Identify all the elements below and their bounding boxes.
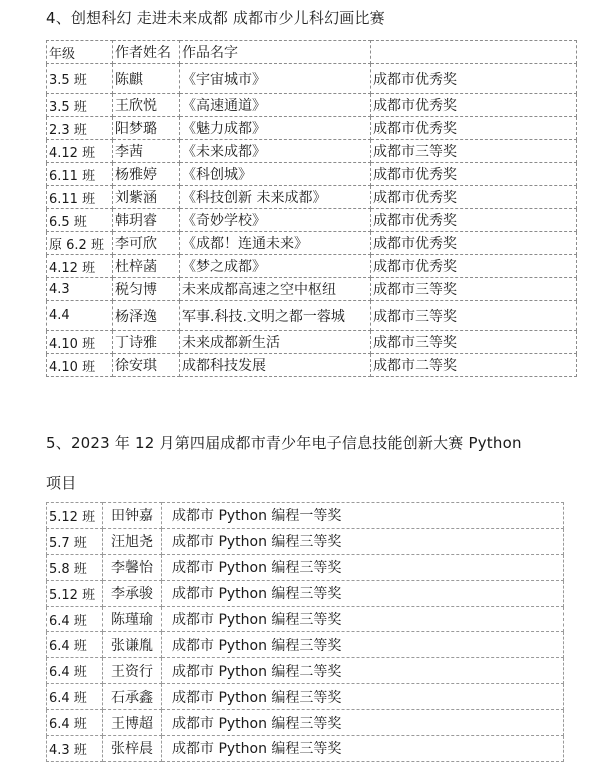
cell-col-3: 成都市 Python 编程三等奖: [162, 554, 564, 580]
python-contest-award-table-body: [47, 503, 564, 762]
cell-col-3: 《科创城》: [180, 163, 371, 186]
cell-col-4: 成都市三等奖: [371, 301, 577, 331]
cell-col-2: 王资行: [103, 658, 162, 684]
cell-col-1: 4.3 班: [47, 736, 103, 762]
cell-col-2: 丁诗雅: [113, 331, 180, 354]
cell-col-4: 成都市优秀奖: [371, 117, 577, 140]
cell-col-2: 汪旭尧: [103, 528, 162, 554]
cell-col-2: 陈瑾瑜: [103, 606, 162, 632]
section-5-title-continued: 项目: [46, 474, 77, 492]
cell-col-2: 陈麒: [113, 64, 180, 94]
python-contest-award-table: [46, 502, 564, 762]
cell-col-3: 军事.科技.文明之都一蓉城: [180, 301, 371, 331]
table-row: [47, 658, 564, 684]
cell-col-2: 徐安琪: [113, 354, 180, 377]
table-row: [47, 209, 577, 232]
table-row: [47, 632, 564, 658]
table-row: [47, 710, 564, 736]
cell-col-1: 4.10 班: [47, 354, 113, 377]
cell-col-3: 成都市 Python 编程一等奖: [162, 503, 564, 529]
cell-col-3: 未来成都新生活: [180, 331, 371, 354]
table-row: [47, 580, 564, 606]
cell-col-1: 3.5 班: [47, 94, 113, 117]
cell-col-2: 刘紫涵: [113, 186, 180, 209]
cell-col-1: 6.5 班: [47, 209, 113, 232]
table-row: [47, 140, 577, 163]
cell-col-2: 石承鑫: [103, 684, 162, 710]
cell-col-4: 成都市二等奖: [371, 354, 577, 377]
cell-col-3: 成都市 Python 编程三等奖: [162, 528, 564, 554]
table-row: [47, 41, 577, 64]
cell-col-4: 成都市优秀奖: [371, 232, 577, 255]
section-5-title: 5、2023 年 12 月第四届成都市青少年电子信息技能创新大赛 Python: [46, 434, 522, 452]
table-row: [47, 606, 564, 632]
cell-col-2: 李馨怡: [103, 554, 162, 580]
cell-col-1: 6.4 班: [47, 684, 103, 710]
cell-col-4: 成都市三等奖: [371, 278, 577, 301]
sci-fi-painting-award-table: [46, 40, 577, 377]
table-row: [47, 186, 577, 209]
section-4-title: 4、创想科幻 走进未来成都 成都市少儿科幻画比赛: [46, 9, 385, 27]
cell-col-2: 王博超: [103, 710, 162, 736]
cell-col-3: 《未来成都》: [180, 140, 371, 163]
cell-col-2: 张谦胤: [103, 632, 162, 658]
table-row: [47, 684, 564, 710]
cell-col-3: 《科技创新 未来成都》: [180, 186, 371, 209]
cell-col-1: 6.4 班: [47, 710, 103, 736]
table-row: [47, 354, 577, 377]
cell-col-3: 成都科技发展: [180, 354, 371, 377]
table-row: [47, 736, 564, 762]
cell-col-3: 成都市 Python 编程三等奖: [162, 736, 564, 762]
table-row: [47, 554, 564, 580]
cell-col-1: 4.10 班: [47, 331, 113, 354]
cell-col-1: 4.12 班: [47, 255, 113, 278]
cell-col-1: 6.11 班: [47, 186, 113, 209]
cell-col-1: 5.8 班: [47, 554, 103, 580]
cell-col-4: 成都市优秀奖: [371, 255, 577, 278]
header-cell-col-3: 作品名字: [180, 41, 371, 64]
cell-col-4: 成都市优秀奖: [371, 209, 577, 232]
cell-col-2: 李可欣: [113, 232, 180, 255]
cell-col-3: 成都市 Python 编程三等奖: [162, 684, 564, 710]
table-row: [47, 331, 577, 354]
header-cell-col-1: 年级: [47, 41, 113, 64]
table-row: [47, 232, 577, 255]
cell-col-1: 6.4 班: [47, 658, 103, 684]
cell-col-3: 《魅力成都》: [180, 117, 371, 140]
cell-col-3: 《成都！连通未来》: [180, 232, 371, 255]
cell-col-3: 《宇宙城市》: [180, 64, 371, 94]
header-cell-col-2: 作者姓名: [113, 41, 180, 64]
table-row: [47, 528, 564, 554]
table-row: [47, 278, 577, 301]
table-row: [47, 94, 577, 117]
cell-col-4: 成都市三等奖: [371, 331, 577, 354]
cell-col-3: 成都市 Python 编程三等奖: [162, 580, 564, 606]
table-row: [47, 117, 577, 140]
cell-col-4: 成都市三等奖: [371, 140, 577, 163]
cell-col-3: 《梦之成都》: [180, 255, 371, 278]
cell-col-1: 3.5 班: [47, 64, 113, 94]
cell-col-1: 4.3: [47, 278, 113, 301]
table-row: [47, 301, 577, 331]
cell-col-2: 杨雅婷: [113, 163, 180, 186]
cell-col-1: 5.7 班: [47, 528, 103, 554]
cell-col-2: 税匀博: [113, 278, 180, 301]
sci-fi-painting-award-table-body: [47, 41, 577, 377]
cell-col-2: 韩玥睿: [113, 209, 180, 232]
cell-col-2: 杜梓菡: [113, 255, 180, 278]
cell-col-3: 成都市 Python 编程三等奖: [162, 606, 564, 632]
cell-col-2: 李承骏: [103, 580, 162, 606]
cell-col-1: 4.12 班: [47, 140, 113, 163]
table-row: [47, 64, 577, 94]
cell-col-3: 成都市 Python 编程三等奖: [162, 710, 564, 736]
cell-col-3: 《奇妙学校》: [180, 209, 371, 232]
cell-col-1: 5.12 班: [47, 503, 103, 529]
cell-col-4: 成都市优秀奖: [371, 186, 577, 209]
table-row: [47, 255, 577, 278]
cell-col-2: 杨泽逸: [113, 301, 180, 331]
cell-col-1: 6.11 班: [47, 163, 113, 186]
header-cell-col-4: [371, 41, 577, 64]
cell-col-3: 成都市 Python 编程二等奖: [162, 658, 564, 684]
cell-col-4: 成都市优秀奖: [371, 64, 577, 94]
cell-col-2: 李茜: [113, 140, 180, 163]
table-row: [47, 163, 577, 186]
cell-col-2: 王欣悦: [113, 94, 180, 117]
cell-col-1: 5.12 班: [47, 580, 103, 606]
cell-col-3: 未来成都高速之空中枢纽: [180, 278, 371, 301]
table-row: [47, 503, 564, 529]
cell-col-1: 6.4 班: [47, 606, 103, 632]
cell-col-4: 成都市优秀奖: [371, 94, 577, 117]
cell-col-2: 张梓晨: [103, 736, 162, 762]
cell-col-1: 6.4 班: [47, 632, 103, 658]
cell-col-1: 4.4: [47, 301, 113, 331]
cell-col-4: 成都市优秀奖: [371, 163, 577, 186]
cell-col-1: 2.3 班: [47, 117, 113, 140]
cell-col-1: 原 6.2 班: [47, 232, 113, 255]
cell-col-2: 阳梦璐: [113, 117, 180, 140]
cell-col-2: 田钟嘉: [103, 503, 162, 529]
cell-col-3: 《高速通道》: [180, 94, 371, 117]
cell-col-3: 成都市 Python 编程三等奖: [162, 632, 564, 658]
